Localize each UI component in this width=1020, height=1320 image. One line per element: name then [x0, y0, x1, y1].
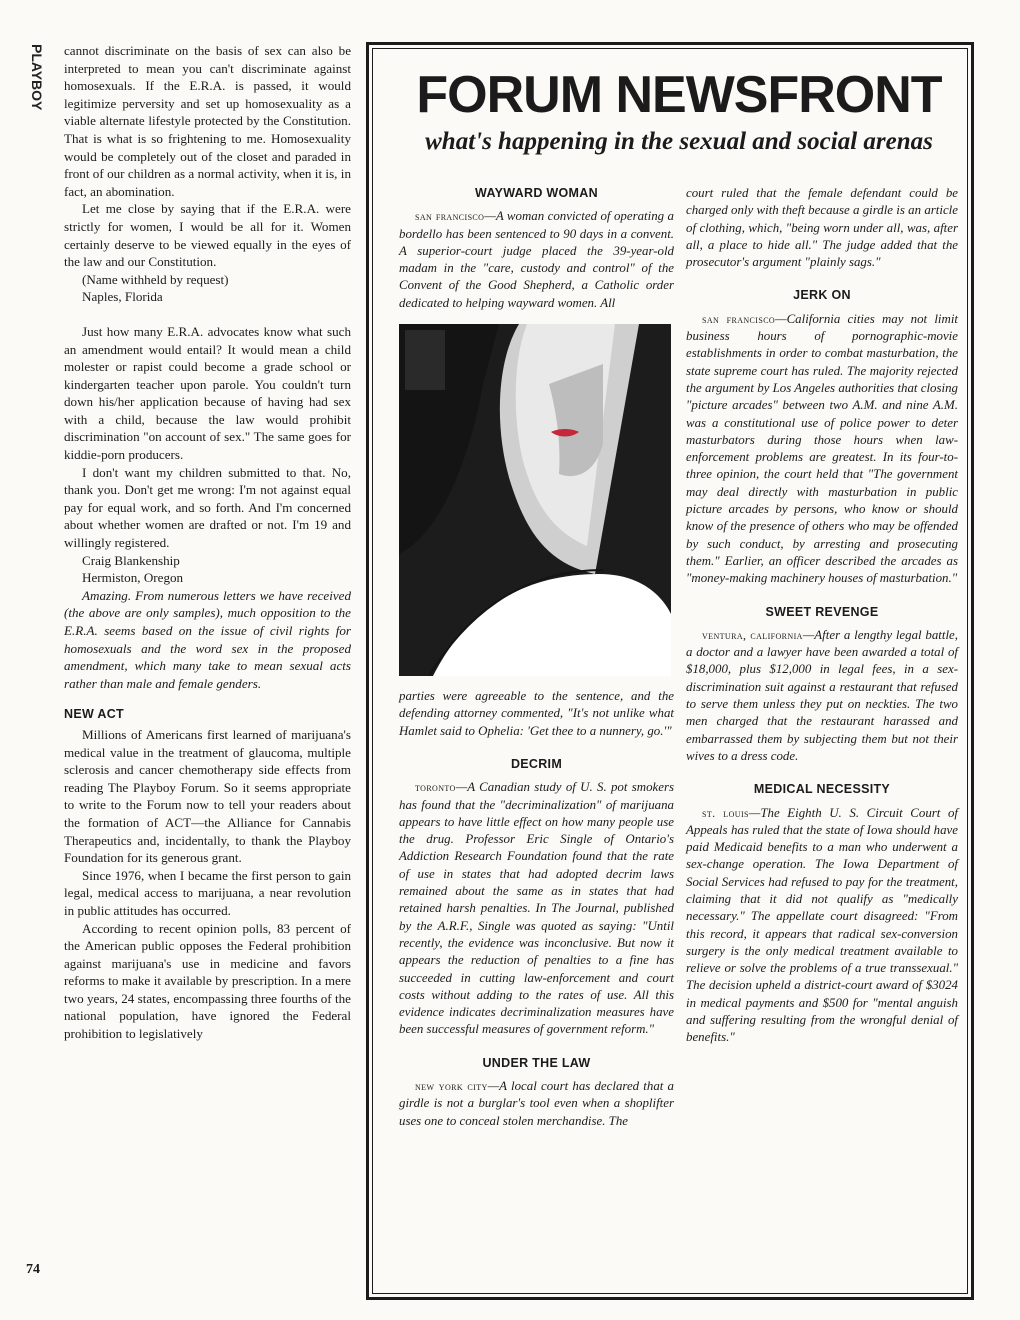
letter2-signature-name: Craig Blankenship	[82, 552, 180, 568]
jerk-on-heading: JERK ON	[793, 288, 851, 303]
decrim-heading: DECRIM	[510, 756, 563, 771]
newsfront-column-left	[399, 185, 674, 1130]
sweet-revenge-body: ventura, california—After a lengthy legal battle, a doctor and a lawyer have been awarded a total of $18,000, plus $12,000 in legal fees, in a sex-discrimination suit against a restaurant that refused to serve them unless they put on neckties. The two men charged that the restaurant harassed and embarrassed them by subjecting them but not their wives to a dress code.	[686, 627, 958, 763]
jerk-on-body: san francisco—California cities may not limit business hours of pornographic-movie establishments in order to combat masturbation, the state supreme court has ruled. The majority rejected the argument by Los Angeles authorities that closing "picture arcades" between two A.M. and nine A.M. was a constitutional use of police power to deter masturbators during those hours when law-enforcement problems are greatest. In its four-to-three opinion, the court held that "The government may deal directly with masturbation in public picture arcades by persons, who know or should know of the presence of others who may be offended by such conduct, by arresting and prosecuting them." Earlier, an officer described the arcades as "money-making machinery houses of masturbation."	[686, 311, 958, 586]
wayward-woman-body: san francisco—A woman convicted of operating a bordello has been sentenced to 90 days in a convent. A superior-court judge placed the 39-year-old madam in the "care, custody and control" of the Convent of the Good Shepherd, a Catholic order dedicated to helping wayward women. All	[399, 209, 675, 310]
medical-necessity-heading: MEDICAL NECESSITY	[753, 782, 891, 797]
new-act-paragraph2: Since 1976, when I became the first person to gain legal, medical access to marijuana, a near revolution in public attitudes has occurred.	[64, 867, 351, 918]
letter1-paragraph1: cannot discriminate on the basis of sex can also be interpreted to mean you can't discriminate against homosexuals. If the E.R.A. is passed, it would legitimize perversity and set up homosexuality as a viable alternate lifestyle protected by the Constitution. That is what is so frightening to me. Homosexuality would be completely out of the closet and paraded in front of our children as a normal activity, when it is, in fact, an abomination.	[64, 43, 351, 199]
letter2-paragraph2: I don't want my children submitted to that. No, thank you. Don't get me wrong: I'm not against equal pay for equal work, and so forth. And I'm concerned about whether women are drafted or not. I'm 19 and willingly registered.	[64, 464, 351, 551]
letters-column	[64, 42, 351, 1043]
editor-note: Amazing. From numerous letters we have received (the above are only samples), much opposition to the E.R.A. seems based on the issue of civil rights for homosexuals and the word sex in the proposed amendment, which many take to mean sexual acts rather than male and female genders.	[64, 587, 351, 691]
under-the-law-continuation: court ruled that the female defendant could be charged only with theft because a girdle is an article of clothing, which, "being worn under all, was, after all, a place to hide all." The judge added that the prosecutor's argument "plainly sags."	[686, 186, 958, 270]
nun-illustration-icon	[399, 324, 671, 676]
wayward-woman-heading: WAYWARD WOMAN	[475, 186, 598, 200]
new-act-paragraph3: According to recent opinion polls, 83 percent of the American public opposes the Federal prohibition against marijuana's use in medicine and favors reforms to make it available by prescription. In a mere two years, 24 states, encompassing three fourths of the national population, have ignored the Federal prohibition to legislatively	[64, 920, 351, 1042]
medical-necessity-dateline: st. louis	[702, 805, 749, 820]
letter2-signature-place: Hermiston, Oregon	[82, 570, 184, 586]
newsfront-title: FORUM NEWSFRONT	[416, 66, 942, 124]
new-act-heading: NEW ACT	[64, 707, 124, 722]
letter2-paragraph1: Just how many E.R.A. advocates know what such an amendment would entail? It would mean a child molester or rapist could become a grade school or kindergarten teacher upon parole. You couldn't turn down his/her application because of having had sex with a child, because the law would prohibit discrimination "on account of sex." The same goes for kiddie-porn producers.	[64, 323, 351, 463]
letter1-signature-name: (Name withheld by request)	[82, 271, 229, 287]
wayward-woman-dateline: san francisco	[415, 209, 485, 224]
under-the-law-heading: UNDER THE LAW	[482, 1055, 591, 1070]
under-the-law-body: new york city—A local court has declared that a girdle is not a burglar's tool even when a shoplifter uses one to conceal stolen merchandise. The	[399, 1079, 675, 1128]
jerk-on-dateline: san francisco	[702, 311, 776, 326]
under-the-law-dateline: new york city	[415, 1079, 488, 1094]
decrim-dateline: toronto	[415, 780, 456, 795]
forum-newsfront-box	[366, 42, 974, 1300]
letter1-paragraph2: Let me close by saying that if the E.R.A. were strictly for women, I would be all for it. Women certainly deserve to be viewed equally in the eyes of the law and our Constitution.	[64, 201, 351, 270]
newsfront-subtitle: what's happening in the sexual and social arenas	[425, 128, 933, 155]
new-act-paragraph1: Millions of Americans first learned of marijuana's medical value in the treatment of glaucoma, multiple sclerosis and cancer chemotherapy side effects from reading The Playboy Forum. So it seems appropriate to write to the Forum now to tell your readers about the formation of ACT—the Alliance for Cannabis Therapeutics and, incidentally, to thank the Playboy Foundation for its generous grant.	[64, 726, 351, 866]
newsfront-column-right	[686, 185, 958, 1047]
wayward-woman-continuation: parties were agreeable to the sentence, and the defending attorney commented, "It's not unlike what Hamlet said to Ophelia: 'Get thee to a nunnery, go.'"	[399, 689, 674, 738]
page-number: 74	[26, 1262, 40, 1277]
sweet-revenge-heading: SWEET REVENGE	[765, 604, 879, 619]
letter1-signature-place: Naples, Florida	[82, 289, 163, 305]
medical-necessity-body: st. louis—The Eighth U. S. Circuit Court of Appeals has ruled that the state of Iowa should have paid Medicaid benefits to a man who underwent a sex-change operation. The Iowa Department of Social Services had refused to pay for the treatment, claiming that it did not qualify as "medically necessary." The appellate court disagreed: "From this record, it appears that radical sex-conversion surgery is the only medical treatment available to relieve or solve the problems of a true transsexual." The decision upheld a district-court award of $3024 in medical payments and $500 for "mental anguish and suffering resulting from the wrongful denial of benefits."	[686, 805, 958, 1045]
decrim-body: toronto—A Canadian study of U. S. pot smokers has found that the "decriminalization" of marijuana appears to have little effect on how many people use the drug. Professor Eric Single of Ontario's Addiction Research Foundation found that the rate of use in states that had adopted decrim laws remained about the same as in states that had retained harsh penalties. In The Journal, published by the A.R.F., Single was quoted as saying: "Until recently, the evidence was inconclusive. But now it appears the reduction of penalties to a fine has succeeded in cutting law-enforcement and court costs without adding to the rates of use. All this evidence indicates decriminalization measures have been successful measures of government reform."	[399, 780, 674, 1037]
magazine-side-title: PLAYBOY	[29, 44, 45, 111]
sweet-revenge-dateline: ventura, california	[702, 627, 803, 642]
